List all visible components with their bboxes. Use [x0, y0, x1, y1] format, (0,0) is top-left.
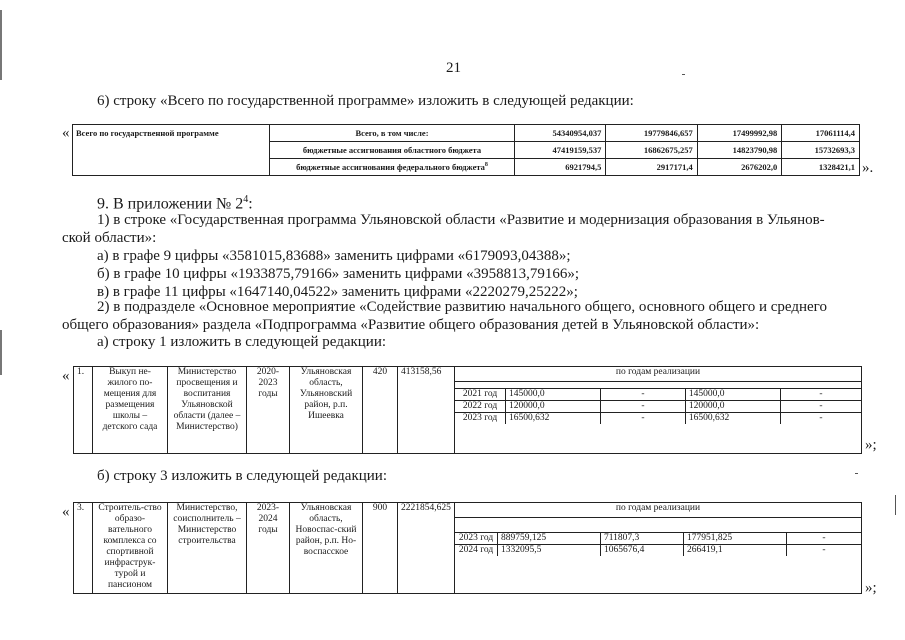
- table-cell: 711807,3: [601, 533, 684, 545]
- measure-table-row-3: [73, 502, 862, 594]
- table-cell: 14823790,98: [697, 142, 782, 159]
- paragraph: 2) в подразделе «Основное мероприятие «Содействие развитию начального общего, основного общего и среднего: [97, 299, 827, 315]
- section-heading: [97, 190, 253, 213]
- table-cell: 16500,632: [685, 413, 780, 425]
- spacer: [455, 518, 861, 533]
- spacer: [455, 382, 861, 389]
- open-quote: «: [62, 504, 70, 520]
- table-cell: 1065676,4: [601, 545, 684, 557]
- paragraph: в) в графе 11 цифры «1647140,04522» заменить цифрами «2220279,25222»;: [97, 284, 578, 300]
- table-cell: [270, 159, 515, 176]
- total-sum: 2221854,625: [398, 503, 455, 594]
- table-row: [74, 367, 862, 454]
- heading-tail: :: [248, 195, 253, 213]
- row-number: 3.: [74, 503, 93, 594]
- table-cell: 16500,632: [506, 413, 601, 425]
- table-cell: -: [819, 413, 823, 423]
- years-block: [455, 503, 862, 594]
- scan-speck: [895, 495, 896, 515]
- table-cell: 145000,0: [506, 389, 601, 401]
- years-header: по годам реализации: [455, 367, 861, 382]
- footnote-mark: 4: [243, 194, 249, 205]
- scan-speck: [855, 473, 858, 474]
- table-cell: 2676202,0: [697, 159, 782, 176]
- table-cell: -: [601, 389, 686, 401]
- scan-speck: [682, 74, 685, 75]
- years-header: по годам реализации: [455, 503, 861, 518]
- table-cell: 16862675,257: [606, 142, 697, 159]
- close-quote: »;: [865, 437, 877, 453]
- cell-text: бюджетные ассигнования федерального бюджета: [296, 162, 485, 172]
- table-row: [455, 533, 861, 545]
- years-table: [455, 367, 861, 424]
- location: Ульяновская область, Ульяновский район, р.п. Ишеевка: [290, 367, 363, 454]
- table-cell: 17061114,4: [782, 125, 860, 142]
- open-quote: «: [62, 368, 70, 384]
- responsible: Министерство просвещения и воспитания Ульяновской области (далее – Министерство): [168, 367, 247, 454]
- heading-text: 9. В приложении № 2: [97, 195, 244, 213]
- measure-name: Строитель-ство образо-вательного комплекса со спортивной инфраструк-турой и пансионом: [93, 503, 168, 594]
- table-row: [74, 503, 862, 594]
- period: 2023-2024 годы: [247, 503, 290, 594]
- table-row: [455, 401, 861, 413]
- location: Ульяновская область, Новоспас-ский район, р.п. Но-воспасское: [290, 503, 363, 594]
- code: 420: [363, 367, 398, 454]
- table-cell: 120000,0: [685, 401, 780, 413]
- table-cell: 120000,0: [506, 401, 601, 413]
- row-label: Всего по государственной программе: [73, 125, 270, 176]
- paragraph: 1) в строке «Государственная программа Ульяновской области «Развитие и модернизация образования в Ульянов-: [97, 212, 825, 228]
- page-number: 21: [446, 60, 461, 76]
- paragraph: 6) строку «Всего по государственной программе» изложить в следующей редакции:: [97, 93, 634, 109]
- table-cell: -: [780, 389, 861, 401]
- table-cell: -: [780, 401, 861, 413]
- paragraph: б) строку 3 изложить в следующей редакции:: [97, 468, 387, 484]
- table-cell: 6921794,5: [515, 159, 606, 176]
- close-quote: »;: [865, 580, 877, 596]
- program-total-table: [72, 124, 860, 176]
- year-cell: 2024 год: [455, 545, 498, 557]
- table-row: [455, 545, 861, 557]
- year-cell: 2022 год: [455, 401, 506, 413]
- year-cell: 2023 год: [455, 413, 506, 425]
- table-row: [455, 503, 861, 518]
- table-cell: 266419,1: [684, 545, 787, 557]
- open-quote: «: [62, 125, 70, 141]
- table-cell: 47419159,537: [515, 142, 606, 159]
- table-row: [455, 367, 861, 382]
- paragraph: общего образования» раздела «Подпрограмма «Развитие общего образования детей в Ульяновской области»:: [62, 317, 760, 333]
- table-row: [455, 413, 861, 425]
- code: 900: [363, 503, 398, 594]
- measure-table-row-1: [73, 366, 862, 454]
- scan-edge-mark: [0, 10, 2, 80]
- table-cell: 17499992,98: [697, 125, 782, 142]
- total-sum: 413158,56: [398, 367, 455, 454]
- table-cell: 54340954,037: [515, 125, 606, 142]
- table-cell: 19779846,657: [606, 125, 697, 142]
- table-cell: 177951,825: [684, 533, 787, 545]
- paragraph: б) в графе 10 цифры «1933875,79166» заменить цифрами «3958813,79166»;: [97, 266, 580, 282]
- table-cell: -: [601, 413, 686, 425]
- table-cell: -: [787, 533, 862, 545]
- table-row: [73, 125, 860, 142]
- table-cell: 1328421,1: [782, 159, 860, 176]
- close-quote: ».: [862, 160, 874, 176]
- year-cell: 2021 год: [455, 389, 506, 401]
- paragraph: а) строку 1 изложить в следующей редакции:: [97, 334, 387, 350]
- row-number: 1.: [74, 367, 93, 454]
- years-block: [455, 367, 862, 454]
- table-cell: 15732693,3: [782, 142, 860, 159]
- measure-name: Выкуп не-жилого по-мещения для размещения школы – детского сада: [93, 367, 168, 454]
- table-cell: 145000,0: [685, 389, 780, 401]
- table-cell: -: [601, 401, 686, 413]
- year-cell: 2023 год: [455, 533, 498, 545]
- table-row: [455, 382, 861, 389]
- table-cell: 2917171,4: [606, 159, 697, 176]
- table-cell: бюджетные ассигнования областного бюджета: [270, 142, 515, 159]
- responsible: Министерство, соисполнитель – Министерство строительства: [168, 503, 247, 594]
- paragraph: ской области»:: [62, 230, 157, 246]
- scan-edge-mark: [0, 330, 2, 375]
- years-table: [455, 503, 861, 556]
- table-row: [455, 389, 861, 401]
- table-cell: 1332095,5: [498, 545, 601, 557]
- table-cell: -: [822, 545, 826, 555]
- paragraph: а) в графе 9 цифры «3581015,83688» заменить цифрами «6179093,04388»;: [97, 248, 571, 264]
- table-row: [455, 518, 861, 533]
- footnote-mark: 8: [484, 162, 488, 169]
- table-cell: Всего, в том числе:: [270, 125, 515, 142]
- table-cell: 889759,125: [498, 533, 601, 545]
- period: 2020-2023 годы: [247, 367, 290, 454]
